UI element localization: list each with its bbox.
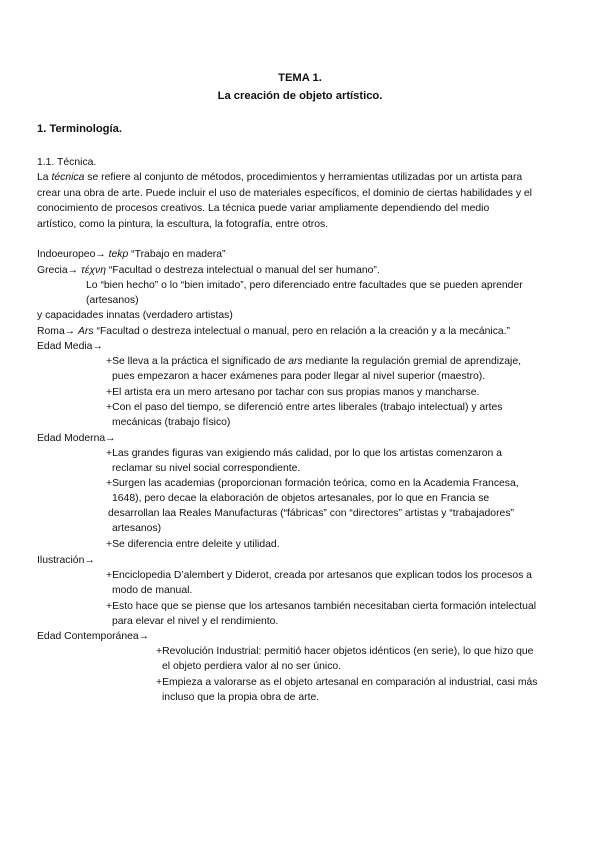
moderna-bullet-2-cont: 1648), pero decae la elaboración de objetos artesanales, por lo que en Francia se	[112, 493, 490, 504]
title-line-1: TEMA 1.	[278, 72, 322, 84]
period-edad-moderna: Edad Moderna→	[37, 433, 116, 444]
media-bullet-3: +Con el paso del tiempo, se diferenció entre artes liberales (trabajo intelectual) y artes	[106, 402, 503, 413]
etym-grecia: Grecia→ τέχνη “Facultad o destreza intelectual o manual del ser humano”.	[37, 265, 380, 276]
para-line: conocimiento de procesos creativos. La técnica puede variar ampliamente dependiendo del medio	[37, 203, 490, 215]
moderna-bullet-1: +Las grandes figuras van exigiendo más calidad, por lo que los artistas comenzaron a	[106, 448, 502, 459]
para-text: La	[37, 172, 52, 183]
para-emphasis: técnica	[51, 172, 85, 183]
etym-indoeuropeo: Indoeuropeo→ tekp “Trabajo en madera”	[37, 249, 226, 260]
intro-paragraph	[37, 170, 567, 233]
contemporanea-bullet-2-cont: incluso que la propia obra de arte.	[162, 692, 320, 703]
period-ilustracion: Ilustración→	[37, 555, 95, 566]
para-line: crear una obra de arte. Puede incluir el uso de materiales específicos, el dominio de ciertas habilidades y el	[37, 187, 532, 199]
etym-roma: Roma→ Ars “Facultad o destreza intelectual o manual, pero en relación a la creación y a la mecánica.”	[37, 326, 511, 337]
etym-lo-line-3: y capacidades innatas (verdadero artistas)	[37, 310, 233, 321]
moderna-bullet-1-cont: reclamar su nivel social correspondiente.	[112, 463, 301, 474]
ilustracion-bullet-1: +Enciclopedia D’alembert y Diderot, creada por artesanos que explican todos los procesos a	[106, 570, 532, 581]
moderna-bullet-3: +Se diferencia entre deleite y utilidad.	[106, 539, 280, 550]
ilustracion-bullet-2-cont: para elevar el nivel y el rendimiento.	[112, 616, 279, 627]
para-text: se refiere al conjunto de métodos, procedimientos y herramientas utilizadas por un artista para	[84, 172, 523, 183]
media-bullet-1: +Se lleva a la práctica el significado de ars mediante la regulación gremial de aprendizaje,	[106, 356, 522, 367]
contemporanea-bullet-2: +Empieza a valorarse as el objeto artesanal en comparación al industrial, casi más	[156, 677, 538, 688]
period-edad-media: Edad Media→	[37, 341, 103, 352]
media-bullet-3-cont: mecánicas (trabajo físico)	[112, 417, 231, 428]
para-line: artístico, como la pintura, la escultura, la fotografía, entre otros.	[37, 219, 329, 231]
media-bullet-1-cont: pues empezaron a hacer exámenes para poder llegar al nivel superior (maestro).	[112, 371, 486, 382]
moderna-bullet-2-cont: artesanos)	[112, 523, 162, 534]
media-bullet-2: +El artista era un mero artesano por tachar con sus propias manos y mancharse.	[106, 387, 480, 398]
title-line-2: La creación de objeto artístico.	[217, 90, 383, 102]
period-edad-contemporanea: Edad Contemporánea→	[37, 631, 150, 642]
contemporanea-bullet-1-cont: el objeto perdiera valor al no ser único.	[162, 661, 342, 672]
subsection-heading: 1.1. Técnica.	[37, 157, 97, 168]
section-heading: 1. Terminología.	[37, 123, 122, 135]
moderna-bullet-2: +Surgen las academias (proporcionan formación teórica, como en la Academia Francesa,	[106, 478, 519, 489]
ilustracion-bullet-1-cont: modo de manual.	[112, 585, 193, 596]
moderna-bullet-2-cont: desarrollan laa Reales Manufacturas (“fábricas” con “directores” artistas y “trabajadores”	[108, 508, 514, 519]
etym-lo-line-2: (artesanos)	[86, 295, 139, 306]
ilustracion-bullet-2: +Esto hace que se piense que los artesanos también necesitaban cierta formación intelectual	[106, 601, 537, 612]
contemporanea-bullet-1: +Revolución Industrial: permitió hacer objetos idénticos (en serie), lo que hizo que	[156, 646, 534, 657]
etym-lo-line-1: Lo “bien hecho” o lo “bien imitado”, pero diferenciado entre facultades que se pueden aprender	[86, 280, 523, 291]
